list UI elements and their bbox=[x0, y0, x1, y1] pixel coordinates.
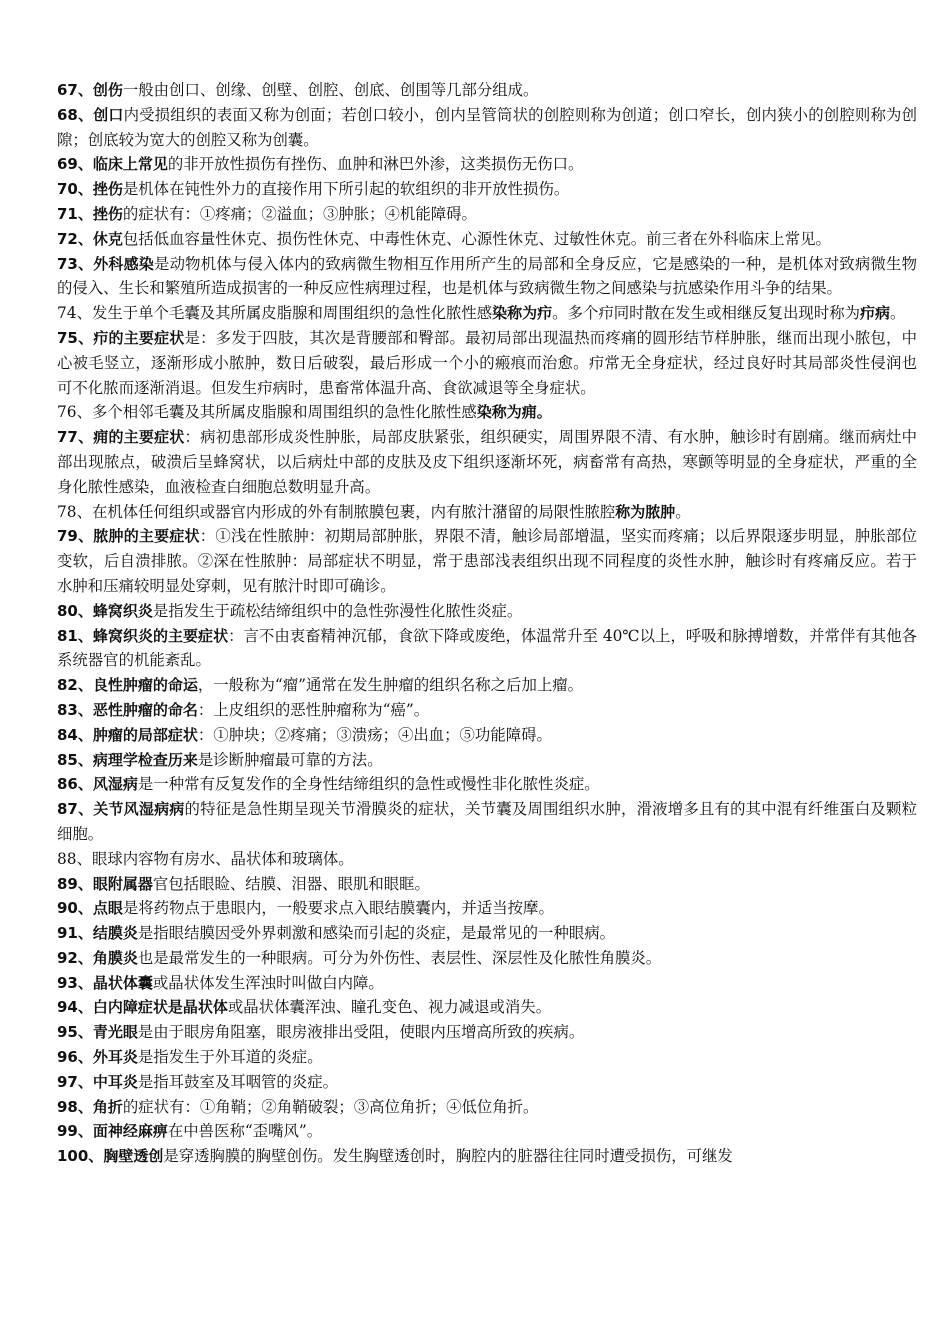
item-number: 72、 bbox=[57, 229, 93, 248]
bold-term: 结膜炎 bbox=[92, 924, 138, 943]
list-item bbox=[57, 202, 917, 227]
body-text: ：病初患部形成炎性肿胀，局部皮肤紧张，组织硬实，周围界限不清、有水肿，触诊时有剧痛。继而病灶中部出现脓点，破溃后呈蜂窝状，以后病灶中部的皮肤及皮下组织逐渐坏死，病畜常有高热，寒颤等明显的全身症状，严重的全身化脓性感染，血液检查白细胞总数明显升高。 bbox=[57, 428, 917, 496]
item-number: 69、 bbox=[57, 155, 93, 174]
body-text: ：①肿块；②疼痛；③溃疡；④出血；⑤功能障碍。 bbox=[197, 725, 552, 744]
bold-term: 外耳炎 bbox=[92, 1048, 138, 1067]
list-item bbox=[57, 1095, 917, 1120]
body-text: ，一般称为“瘤”通常在发生肿瘤的组织名称之后加上瘤。 bbox=[197, 676, 584, 695]
body-text: ：上皮组织的恶性肿瘤称为“癌”。 bbox=[197, 700, 430, 719]
body-text: 是指发生于疏松结缔组织中的急性弥漫性化脓性炎症。 bbox=[152, 601, 523, 620]
body-text: 的特征是急性期呈现关节滑膜炎的症状，关节囊及周围组织水肿，滑液增多且有的其中混有纤维蛋白及颗粒细胞。 bbox=[57, 800, 917, 843]
bold-term: 面神经麻痹 bbox=[92, 1122, 168, 1141]
body-text: 的非开放性损伤有挫伤、血肿和淋巴外渗，这类损伤无伤口。 bbox=[167, 155, 584, 174]
list-item bbox=[57, 152, 917, 177]
list-item bbox=[57, 772, 917, 797]
list-item bbox=[57, 872, 917, 897]
item-number: 81、 bbox=[57, 626, 93, 645]
body-text: 多个相邻毛囊及其所属皮脂腺和周围组织的急性化脓性感 bbox=[91, 403, 477, 422]
item-number: 67、 bbox=[57, 81, 93, 99]
bold-term: 青光眼 bbox=[92, 1023, 138, 1042]
item-number: 74、 bbox=[57, 304, 92, 323]
body-text: 在机体任何组织或器官内形成的外有制脓膜包裹，内有脓汁潴留的局限性脓腔 bbox=[91, 502, 616, 521]
bold-term: 蜂窝织炎 bbox=[92, 601, 153, 620]
item-number: 99、 bbox=[57, 1122, 93, 1141]
list-item bbox=[57, 177, 917, 202]
item-number: 91、 bbox=[57, 924, 93, 943]
bold-term: 临床上常见 bbox=[92, 155, 168, 174]
list-item bbox=[57, 797, 917, 847]
bold-term: 点眼 bbox=[92, 899, 123, 918]
item-number: 85、 bbox=[57, 750, 93, 769]
item-number: 97、 bbox=[57, 1072, 93, 1091]
bold-term: 挫伤 bbox=[92, 180, 123, 199]
bold-term: 创口 bbox=[93, 105, 124, 124]
bold-term: 痈的主要症状 bbox=[93, 428, 185, 447]
body-text: 是指眼结膜因受外界刺激和感染而引起的炎症，是最常见的一种眼病。 bbox=[137, 924, 616, 943]
bold-term: 挫伤 bbox=[92, 204, 123, 223]
list-item bbox=[57, 896, 917, 921]
body-text: 包括低血容量性休克、损伤性休克、中毒性休克、心源性休克、过敏性休克。前三者在外科临床上常见。 bbox=[122, 229, 831, 248]
body-text: 的症状有：①疼痛；②溢血；③肿胀；④机能障碍。 bbox=[122, 204, 477, 223]
bold-term: 蜂窝织炎的主要症状 bbox=[92, 626, 229, 645]
list-item bbox=[57, 624, 917, 674]
body-text: 是：多发于四肢，其次是背腰部和臀部。最初局部出现温热而疼痛的圆形结节样肿胀，继而出现小脓包，中心被毛竖立，逐渐形成小脓肿，数日后破裂，最后形成一个小的瘢痕而治愈。疖常无全身症状，经过良好时其局部炎性侵润也可不化脓而逐渐消退。但发生疖病时，患畜常体温升高、食欲减退等全身症状。 bbox=[57, 328, 917, 397]
bold-term: 称为脓肿 bbox=[615, 502, 676, 521]
list-item bbox=[57, 1020, 917, 1045]
item-number: 70、 bbox=[57, 180, 93, 199]
body-text: 或晶状体发生浑浊时叫做白内障。 bbox=[152, 973, 384, 992]
body-text: 是将药物点于患眼内，一般要求点入眼结膜囊内，并适当按摩。 bbox=[122, 899, 554, 918]
bold-term: 病理学检查历来 bbox=[92, 750, 198, 769]
item-number: 82、 bbox=[57, 676, 93, 695]
bold-term: 恶性肿瘤的命名 bbox=[92, 700, 198, 719]
bold-term: 眼附属器 bbox=[92, 874, 153, 893]
item-number: 89、 bbox=[57, 874, 93, 893]
item-number: 78、 bbox=[57, 502, 92, 521]
list-item bbox=[57, 103, 917, 153]
list-item bbox=[57, 995, 917, 1020]
body-text: 是穿透胸膜的胸壁创伤。发生胸壁透创时，胸腔内的脏器往往同时遭受损伤，可继发 bbox=[163, 1147, 733, 1166]
list-item bbox=[57, 971, 917, 996]
body-text: 内受损组织的表面又称为创面；若创口较小，创内呈管筒状的创腔则称为创道；创口窄长，创内狭小的创腔则称为创隙；创底较为宽大的创腔又称为创囊。 bbox=[57, 105, 917, 149]
body-text: 的症状有：①角鞘；②角鞘破裂；③高位角折；④低位角折。 bbox=[122, 1097, 539, 1116]
body-text: 。 bbox=[890, 304, 906, 323]
bold-term: 白内障症状是晶状体 bbox=[92, 998, 228, 1017]
list-item bbox=[57, 1070, 917, 1095]
item-number: 100、 bbox=[57, 1147, 104, 1166]
bold-term: 疖病 bbox=[860, 304, 891, 323]
list-item bbox=[57, 698, 917, 723]
item-number: 92、 bbox=[57, 948, 93, 967]
bold-term: 外科感染 bbox=[93, 254, 154, 273]
body-text: 。 bbox=[675, 502, 691, 521]
bold-term: 风湿病 bbox=[92, 775, 138, 794]
list-item bbox=[57, 524, 917, 598]
bold-term: 脓肿的主要症状 bbox=[93, 527, 200, 546]
body-text: 也是最常发生的一种眼病。可分为外伤性、表层性、深层性及化脓性角膜炎。 bbox=[137, 948, 662, 967]
list-item bbox=[57, 227, 917, 252]
item-number: 96、 bbox=[57, 1048, 93, 1067]
list-item bbox=[57, 500, 917, 525]
list-item bbox=[57, 921, 917, 946]
item-number: 94、 bbox=[57, 998, 93, 1017]
body-text: 或晶状体囊浑浊、瞳孔变色、视力减退或消失。 bbox=[227, 998, 552, 1017]
item-number: 90、 bbox=[57, 899, 93, 918]
list-item bbox=[57, 847, 917, 872]
bold-term: 疖的主要症状 bbox=[93, 328, 185, 347]
list-item bbox=[57, 78, 917, 103]
bold-term: 休克 bbox=[92, 229, 123, 248]
item-number: 71、 bbox=[57, 204, 93, 223]
bold-term: 染称为痈。 bbox=[476, 403, 552, 422]
item-number: 76、 bbox=[57, 403, 92, 422]
item-number: 83、 bbox=[57, 700, 93, 719]
bold-term: 关节风湿病病 bbox=[93, 800, 185, 819]
list-item bbox=[57, 1045, 917, 1070]
bold-term: 晶状体囊 bbox=[92, 973, 153, 992]
item-number: 73、 bbox=[57, 254, 94, 273]
item-number: 88、 bbox=[57, 849, 92, 868]
item-number: 79、 bbox=[57, 527, 94, 546]
list-item bbox=[57, 252, 917, 302]
list-item bbox=[57, 1119, 917, 1144]
body-text: 是指发生于外耳道的炎症。 bbox=[137, 1048, 323, 1067]
body-text: ：①浅在性脓肿：初期局部肿胀，界限不清，触诊局部增温，坚实而疼痛；以后界限逐步明显，肿胀部位变软，后自溃排脓。②深在性脓肿：局部症状不明显，常于患部浅表组织出现不同程度的炎性水肿，触诊时有疼痛反应。若于水肿和压痛较明显处穿刺，见有脓汁时即可确诊。 bbox=[57, 527, 917, 595]
item-number: 77、 bbox=[57, 428, 94, 447]
body-text: 。多个疖同时散在发生或相继反复出现时称为 bbox=[552, 304, 860, 323]
item-number: 80、 bbox=[57, 601, 93, 620]
list-item bbox=[57, 748, 917, 773]
bold-term: 胸壁透创 bbox=[103, 1147, 164, 1166]
list-item bbox=[57, 723, 917, 748]
bold-term: 角膜炎 bbox=[92, 948, 138, 967]
item-number: 84、 bbox=[57, 725, 93, 744]
body-text: 在中兽医称“歪嘴风”。 bbox=[167, 1122, 323, 1141]
list-item bbox=[57, 946, 917, 971]
bold-term: 良性肿瘤的命运 bbox=[92, 676, 198, 695]
bold-term: 角折 bbox=[92, 1097, 123, 1116]
body-text: 眼球内容物有房水、晶状体和玻璃体。 bbox=[91, 849, 354, 868]
body-text: ：言不由衷畜精神沉郁，食欲下降或废绝，体温常升至 40℃以上，呼吸和脉搏增数，并常伴有其他各系统器官的机能紊乱。 bbox=[57, 626, 917, 670]
bold-term: 中耳炎 bbox=[92, 1072, 138, 1091]
body-text: 是动物机体与侵入体内的致病微生物相互作用所产生的局部和全身反应，它是感染的一种，是机体对致病微生物的侵入、生长和繁殖所造成损害的一种反应性病理过程，也是机体与致病微生物之间感染与抗感染作用斗争的结果。 bbox=[57, 254, 917, 298]
body-text: 是机体在钝性外力的直接作用下所引起的软组织的非开放性损伤。 bbox=[122, 180, 570, 199]
list-item bbox=[57, 400, 917, 425]
body-text: 是由于眼房角阻塞，眼房液排出受阻，使眼内压增高所致的疾病。 bbox=[137, 1023, 585, 1042]
item-number: 86、 bbox=[57, 775, 93, 794]
list-item bbox=[57, 425, 917, 499]
item-number: 87、 bbox=[57, 800, 94, 819]
bold-term: 肿瘤的局部症状 bbox=[92, 725, 198, 744]
body-text: 一般由创口、创缘、创壁、创腔、创底、创围等几部分组成。 bbox=[122, 81, 539, 99]
body-text: 官包括眼睑、结膜、泪器、眼肌和眼眶。 bbox=[152, 874, 430, 893]
body-text: 是诊断肿瘤最可靠的方法。 bbox=[197, 750, 383, 769]
item-number: 95、 bbox=[57, 1023, 93, 1042]
item-number: 93、 bbox=[57, 973, 93, 992]
list-item bbox=[57, 599, 917, 624]
item-number: 68、 bbox=[57, 105, 94, 124]
list-item bbox=[57, 673, 917, 698]
list-item bbox=[57, 301, 917, 326]
body-text: 是指耳鼓室及耳咽管的炎症。 bbox=[137, 1072, 338, 1091]
item-number: 98、 bbox=[57, 1097, 93, 1116]
body-text: 是一种常有反复发作的全身性结缔组织的急性或慢性非化脓性炎症。 bbox=[137, 775, 600, 794]
list-item bbox=[57, 1144, 917, 1169]
bold-term: 染称为疖 bbox=[492, 304, 553, 323]
item-number: 75、 bbox=[57, 328, 94, 347]
list-item bbox=[57, 326, 917, 400]
document-body bbox=[57, 78, 917, 1169]
bold-term: 创伤 bbox=[92, 81, 123, 99]
body-text: 发生于单个毛囊及其所属皮脂腺和周围组织的急性化脓性感 bbox=[91, 304, 493, 323]
